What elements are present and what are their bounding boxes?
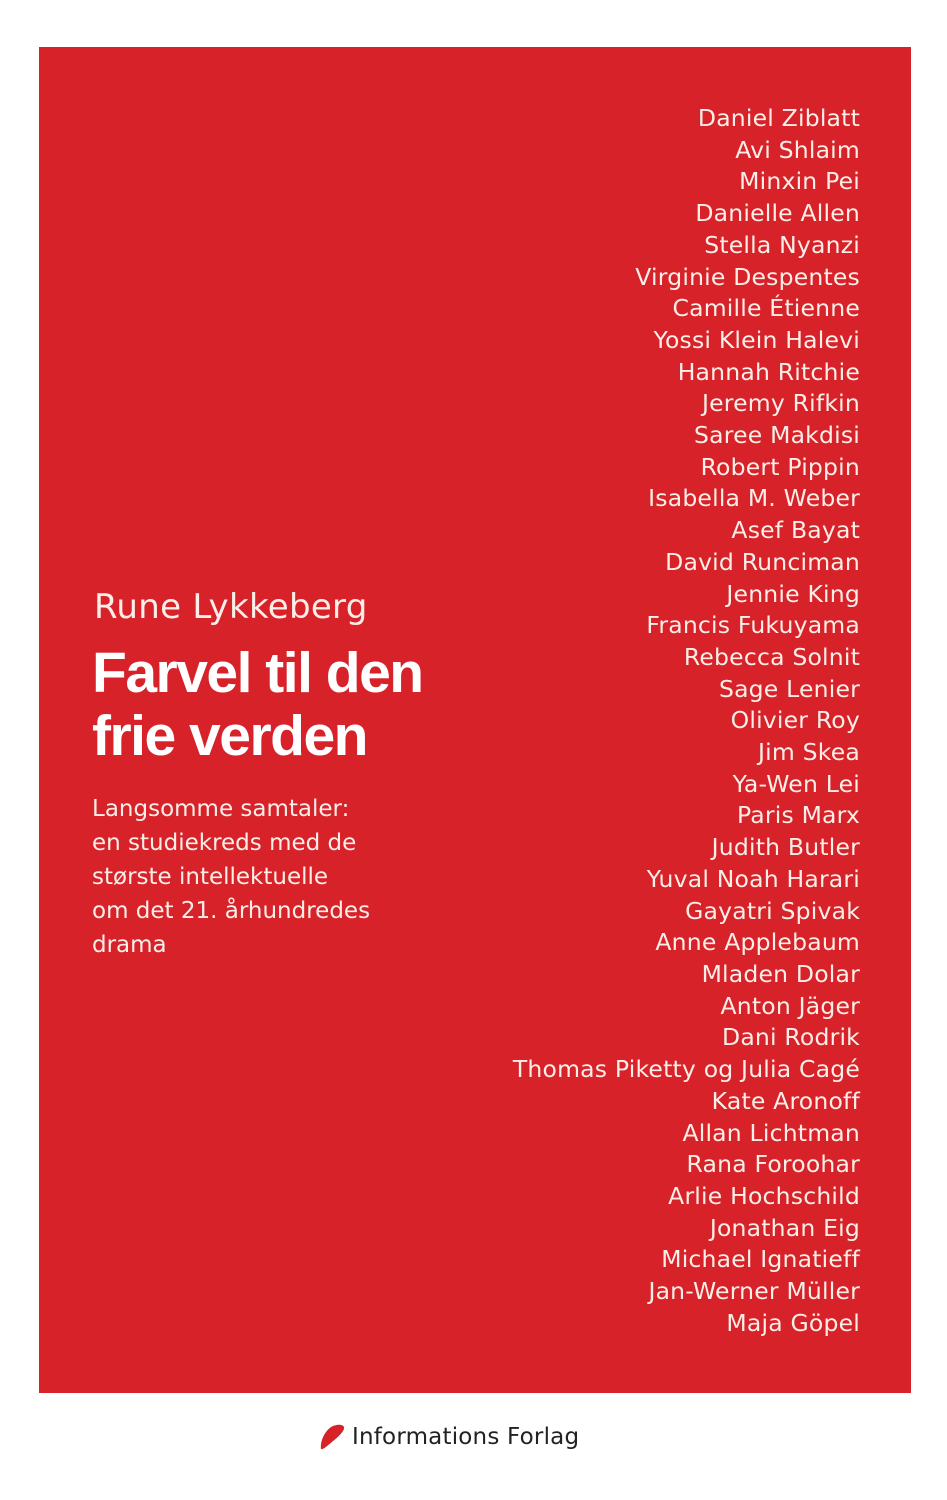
contributor-name: Arlie Hochschild	[668, 1181, 860, 1210]
contributor-name: Sage Lenier	[718, 674, 860, 703]
subtitle-line: Langsomme samtaler:	[92, 796, 350, 822]
contributor-name: Mladen Dolar	[701, 959, 860, 988]
contributor-list	[513, 103, 860, 1339]
book-title-line: frie verden	[92, 704, 367, 768]
book-cover	[39, 47, 911, 1393]
publisher-mark	[318, 1422, 579, 1452]
contributor-name: Asef Bayat	[731, 516, 860, 545]
contributor-name: Anton Jäger	[720, 991, 860, 1020]
subtitle-line: største intellektuelle	[92, 864, 329, 890]
contributor-name: Virginie Despentes	[635, 262, 860, 291]
subtitle-line: om det 21. århundredes	[92, 898, 371, 924]
contributor-name: Maja Göpel	[726, 1308, 860, 1337]
contributor-name: Camille Étienne	[672, 294, 860, 323]
contributor-name: Olivier Roy	[730, 706, 860, 735]
contributor-name: Saree Makdisi	[694, 421, 860, 450]
book-title	[92, 642, 423, 768]
contributor-name: Francis Fukuyama	[646, 611, 860, 640]
contributor-name: Ya-Wen Lei	[732, 769, 860, 798]
publisher-name: Informations Forlag	[352, 1424, 580, 1450]
contributor-name: Avi Shlaim	[735, 135, 860, 164]
contributor-name: Anne Applebaum	[655, 928, 860, 957]
contributor-name: Thomas Piketty og Julia Cagé	[512, 1055, 860, 1084]
author-name: Rune Lykkeberg	[94, 587, 368, 627]
contributor-name: Jim Skea	[758, 738, 860, 767]
contributor-name: Paris Marx	[736, 801, 860, 830]
contributor-name: Rebecca Solnit	[683, 642, 860, 671]
contributor-name: Dani Rodrik	[722, 1023, 860, 1052]
contributor-name: David Runciman	[665, 547, 860, 576]
contributor-name: Jonathan Eig	[709, 1213, 860, 1242]
contributor-name: Jeremy Rifkin	[701, 389, 860, 418]
subtitle-line: en studiekreds med de	[92, 830, 357, 856]
contributor-name: Gayatri Spivak	[685, 896, 860, 925]
book-title-line: Farvel til den	[92, 641, 423, 705]
contributor-name: Isabella M. Weber	[648, 484, 860, 513]
contributor-name: Robert Pippin	[700, 452, 860, 481]
subtitle-line: drama	[92, 932, 167, 958]
contributor-name: Hannah Ritchie	[677, 357, 860, 386]
contributor-name: Yossi Klein Halevi	[653, 325, 860, 354]
contributor-name: Danielle Allen	[695, 199, 860, 228]
contributor-name: Rana Foroohar	[686, 1150, 860, 1179]
contributor-name: Judith Butler	[711, 833, 860, 862]
contributor-name: Jan-Werner Müller	[648, 1277, 860, 1306]
contributor-name: Michael Ignatieff	[661, 1245, 860, 1274]
contributor-name: Kate Aronoff	[711, 1086, 860, 1115]
contributor-name: Yuval Noah Harari	[646, 864, 860, 893]
contributor-name: Jennie King	[726, 579, 860, 608]
contributor-name: Daniel Ziblatt	[697, 104, 860, 132]
red-leaf-logo-icon	[318, 1422, 348, 1452]
contributor-name: Allan Lichtman	[682, 1118, 860, 1147]
book-subtitle	[92, 792, 370, 962]
contributor-name: Stella Nyanzi	[704, 230, 860, 259]
contributor-name: Minxin Pei	[739, 167, 860, 196]
